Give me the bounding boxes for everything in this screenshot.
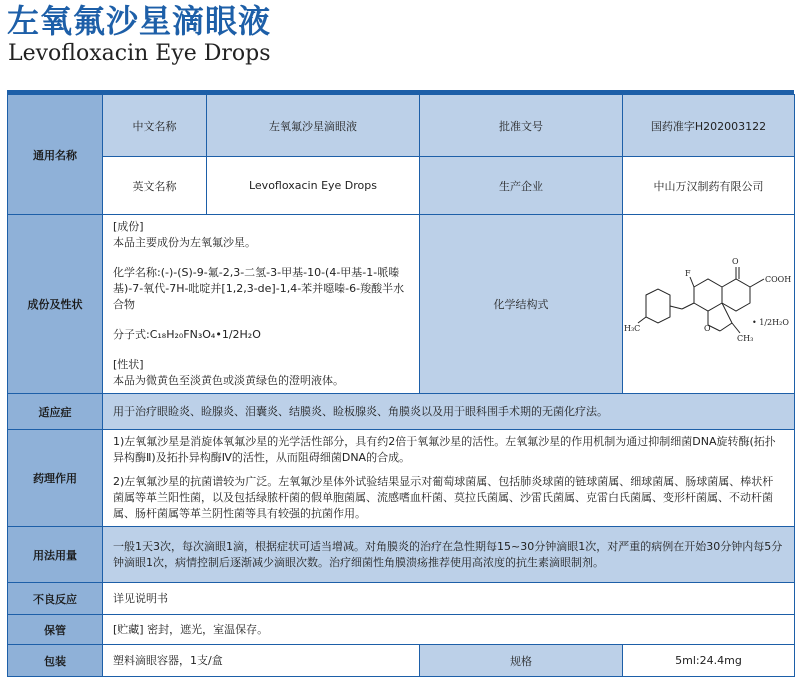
maker-label: 生产企业 — [420, 157, 623, 215]
storage-label: 保管 — [8, 615, 103, 645]
adverse-label: 不良反应 — [8, 583, 103, 615]
adverse-cell — [103, 583, 795, 615]
usage-text: 一般1天3次，每次滴眼1滴，根据症状可适当增减。对角膜炎的治疗在急性期每15~30分钟滴眼1次，对严重的病例在开始30分钟内每5分钟滴眼1次，病情控制后逐渐减少滴眼次数。治疗细菌性角膜溃疡推荐使用高浓度的抗生素滴眼制剂。 — [113, 539, 783, 569]
composition-cell — [103, 215, 420, 394]
indication-label: 适应症 — [8, 394, 103, 430]
en-name-value: Levofloxacin Eye Drops — [207, 157, 420, 215]
pharmacology-cell — [103, 430, 795, 527]
property-text: 本品为微黄色至淡黄色或淡黄绿色的澄明液体。 — [113, 374, 344, 387]
structure-hydrate: • 1/2H₂O — [751, 318, 789, 327]
indication-cell — [103, 394, 795, 430]
package-label: 包装 — [8, 645, 103, 677]
usage-label: 用法用量 — [8, 527, 103, 583]
structure-label: 化学结构式 — [420, 215, 623, 394]
structure-f: F — [684, 269, 691, 278]
chemical-structure-image — [624, 239, 794, 369]
common-name-label: 通用名称 — [8, 95, 103, 215]
cn-name-value: 左氧氟沙星滴眼液 — [207, 95, 420, 157]
structure-o: O — [731, 257, 739, 266]
pharmacology-label: 药理作用 — [8, 430, 103, 527]
package-cell — [103, 645, 420, 677]
chemical-name: 化学名称:(-)-(S)-9-氟-2,3-二氢-3-甲基-10-(4-甲基-1-哌嗪基)-7-氧代-7H-吡啶并[1,2,3-de]-1,4-苯并噁嗪-6-羧酸半水合物 — [113, 266, 405, 311]
property-heading: [性状] — [113, 358, 144, 371]
composition-label: 成份及性状 — [8, 215, 103, 394]
structure-cooh: COOH — [764, 275, 791, 284]
adverse-text: 详见说明书 — [113, 591, 168, 605]
cn-name-label: 中文名称 — [103, 95, 207, 157]
approval-label: 批准文号 — [420, 95, 623, 157]
usage-cell — [103, 527, 795, 583]
storage-cell — [103, 615, 795, 645]
en-name-label: 英文名称 — [103, 157, 207, 215]
composition-main: 本品主要成份为左氧氟沙星。 — [113, 236, 256, 249]
approval-value: 国药准字H202003122 — [623, 95, 795, 157]
indication-text: 用于治疗眼睑炎、睑腺炎、泪囊炎、结膜炎、睑板腺炎、角膜炎以及用于眼科围手术期的无菌化疗法。 — [113, 404, 608, 418]
page-title: 左氧氟沙星滴眼液 — [7, 2, 272, 40]
composition-heading: [成份] — [113, 220, 144, 233]
product-info-table — [7, 94, 795, 677]
pharmacology-para-2: 2)左氧氟沙星的抗菌谱较为广泛。左氧氟沙星体外试验结果显示对葡萄球菌属、包括肺炎球菌的链球菌属、细球菌属、肠球菌属、棒状杆菌属等革兰阳性菌，以及包括绿脓杆菌的假单胞菌属、流感嗜血杆菌、莫拉氏菌属、沙雷氏菌属、克雷白氏菌属、变形杆菌属、不动杆菌属、肠杆菌属等革兰阴性菌等具有较强的抗菌作用。 — [113, 475, 774, 520]
pharmacology-para-1: 1)左氧氟沙星是消旋体氧氟沙星的光学活性部分，具有约2倍于氧氟沙星的活性。左氧氟沙星的作用机制为通过抑制细菌DNA旋转酶(拓扑异构酶Ⅱ)及拓扑异构酶Ⅳ的活性，从而阻碍细菌DNA的合成。 — [113, 435, 776, 464]
structure-ch3: CH₃ — [736, 334, 753, 343]
storage-text: [贮藏] 密封，遮光，室温保存。 — [113, 622, 269, 636]
structure-h3c: H₃C — [623, 324, 640, 333]
structure-o2: O — [703, 324, 711, 333]
spec-label: 规格 — [420, 645, 623, 677]
spec-value: 5ml:24.4mg — [623, 645, 795, 677]
molecular-formula: 分子式:C₁₈H₂₀FN₃O₄•1/2H₂O — [113, 328, 261, 341]
page-subtitle: Levofloxacin Eye Drops — [8, 41, 271, 66]
maker-value: 中山万汉制药有限公司 — [623, 157, 795, 215]
structure-cell — [623, 215, 795, 394]
package-text: 塑料滴眼容器，1支/盒 — [113, 653, 223, 667]
